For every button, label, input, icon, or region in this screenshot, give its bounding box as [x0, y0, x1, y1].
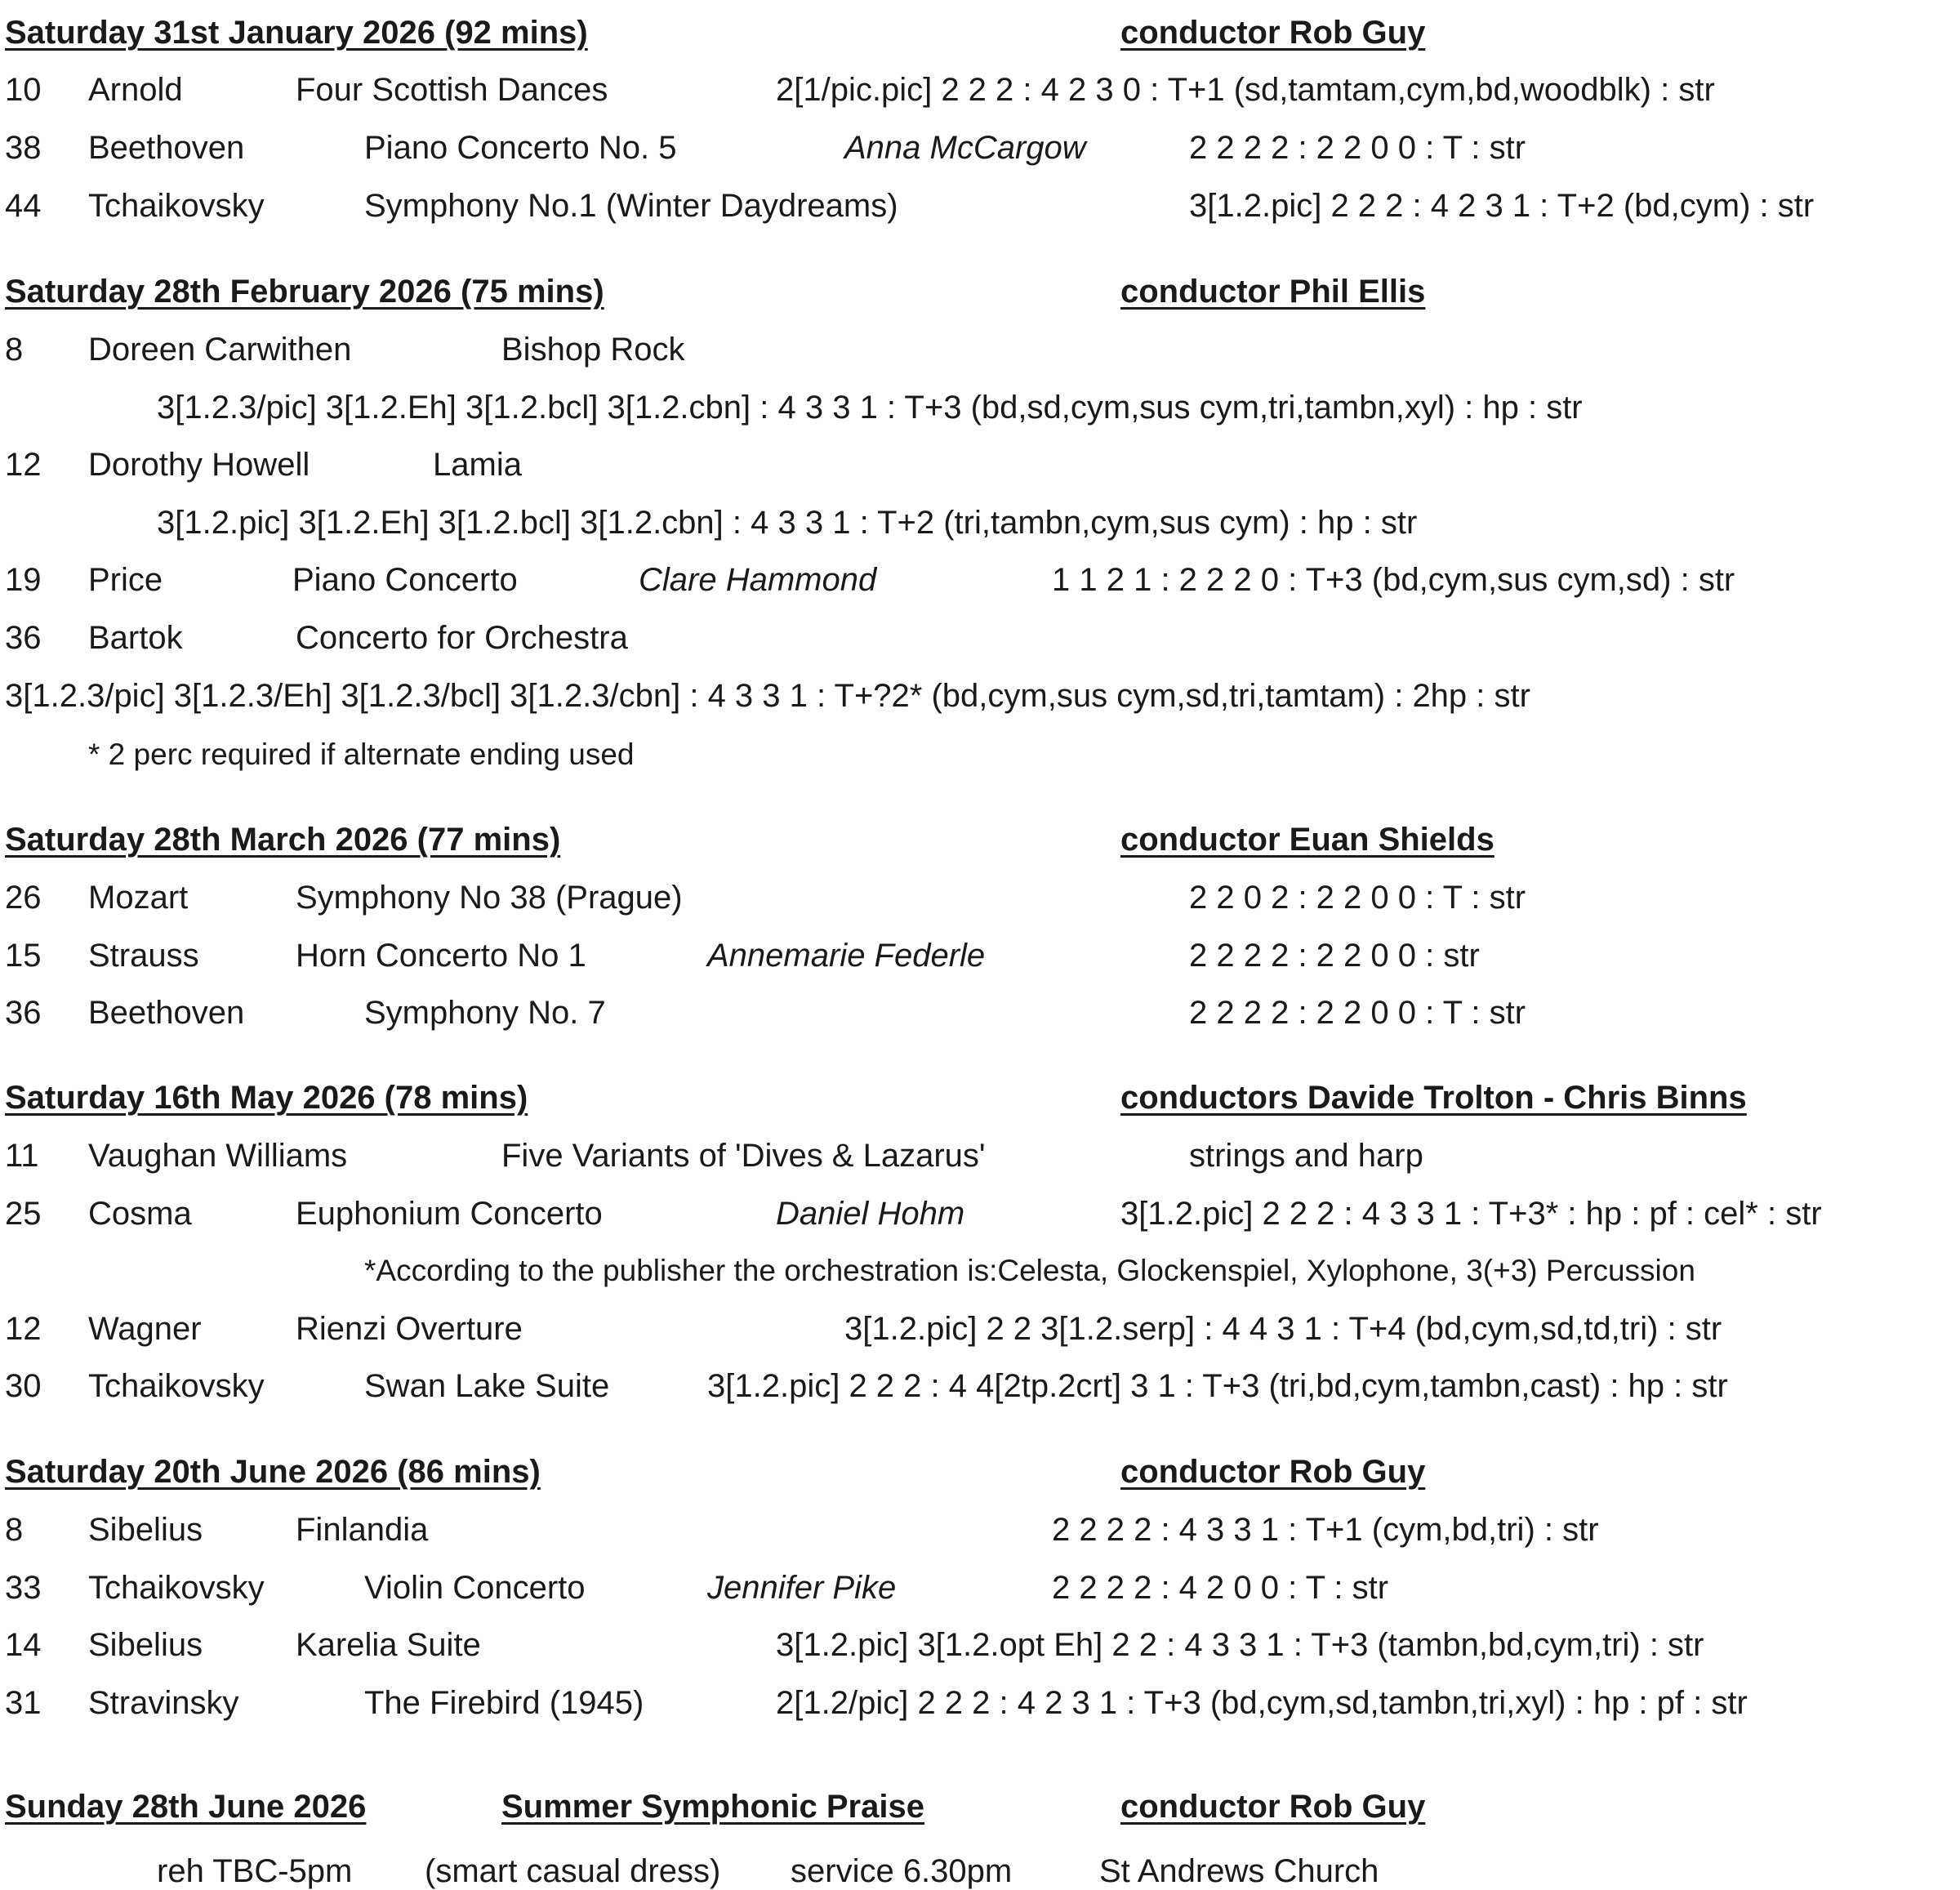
piece-composer: Tchaikovsky	[88, 188, 265, 224]
piece-duration: 19	[5, 562, 42, 598]
piece-duration: 30	[5, 1368, 42, 1404]
piece-duration: 14	[5, 1627, 42, 1663]
conductor-heading: conductor Euan Shields	[1120, 822, 1494, 858]
piece-orchestration: 3[1.2.pic] 3[1.2.Eh] 3[1.2.bcl] 3[1.2.cbn] : 4 3 3 1 : T+2 (tri,tambn,cym,sus cym) : hp : str	[157, 505, 1418, 541]
special-event-title: Summer Symphonic Praise	[501, 1789, 924, 1825]
conductor-heading: conductor Rob Guy	[1120, 1454, 1426, 1490]
piece-title: Five Variants of 'Dives & Lazarus'	[501, 1138, 986, 1174]
piece-title: Four Scottish Dances	[296, 72, 608, 108]
piece-duration: 12	[5, 1311, 42, 1347]
piece-orchestration: 2 2 2 2 : 4 2 0 0 : T : str	[1052, 1570, 1389, 1606]
piece-duration: 31	[5, 1685, 42, 1721]
piece-composer: Tchaikovsky	[88, 1368, 265, 1404]
piece-composer: Sibelius	[88, 1627, 203, 1663]
piece-composer: Beethoven	[88, 995, 245, 1031]
piece-composer: Tchaikovsky	[88, 1570, 265, 1606]
piece-title: Symphony No 38 (Prague)	[296, 880, 683, 916]
piece-duration: 8	[5, 1512, 24, 1548]
piece-footnote: * 2 perc required if alternate ending used	[88, 738, 635, 771]
concert-date-heading: Saturday 16th May 2026 (78 mins)	[5, 1080, 528, 1116]
piece-title: Horn Concerto No 1	[296, 938, 586, 974]
conductor-heading: conductor Phil Ellis	[1120, 274, 1426, 310]
piece-composer: Bartok	[88, 620, 183, 656]
piece-title: Finlandia	[296, 1512, 429, 1548]
piece-title: Violin Concerto	[364, 1570, 586, 1606]
piece-composer: Sibelius	[88, 1512, 203, 1548]
piece-soloist: Annemarie Federle	[707, 938, 986, 974]
piece-footnote: *According to the publisher the orchestration is:Celesta, Glockenspiel, Xylophone, 3(+3) Percussion	[364, 1254, 1695, 1287]
piece-duration: 44	[5, 188, 42, 224]
piece-title: Rienzi Overture	[296, 1311, 523, 1347]
piece-composer: Arnold	[88, 72, 183, 108]
service-time: service 6.30pm	[791, 1853, 1013, 1889]
piece-orchestration: 3[1.2.pic] 2 2 2 : 4 3 3 1 : T+3* : hp : pf : cel* : str	[1120, 1196, 1822, 1232]
piece-orchestration: 3[1.2.pic] 3[1.2.opt Eh] 2 2 : 4 3 3 1 : T+3 (tambn,bd,cym,tri) : str	[776, 1627, 1704, 1663]
piece-orchestration: 2 2 2 2 : 4 3 3 1 : T+1 (cym,bd,tri) : str	[1052, 1512, 1599, 1548]
piece-composer: Beethoven	[88, 130, 245, 166]
piece-duration: 36	[5, 620, 42, 656]
piece-composer: Cosma	[88, 1196, 192, 1232]
piece-duration: 36	[5, 995, 42, 1031]
piece-composer: Stravinsky	[88, 1685, 239, 1721]
piece-soloist: Daniel Hohm	[776, 1196, 965, 1232]
piece-duration: 12	[5, 447, 42, 483]
piece-composer: Doreen Carwithen	[88, 332, 352, 368]
piece-title: Lamia	[433, 447, 522, 483]
piece-title: Piano Concerto	[292, 562, 518, 598]
piece-title: Symphony No. 7	[364, 995, 606, 1031]
piece-duration: 33	[5, 1570, 42, 1606]
piece-title: Piano Concerto No. 5	[364, 130, 677, 166]
conductor-heading: conductors Davide Trolton - Chris Binns	[1120, 1080, 1747, 1116]
venue: St Andrews Church	[1099, 1853, 1379, 1889]
piece-orchestration: 2 2 2 2 : 2 2 0 0 : T : str	[1189, 130, 1526, 166]
piece-composer: Strauss	[88, 938, 199, 974]
conductor-heading: conductor Rob Guy	[1120, 15, 1426, 51]
dress-code: (smart casual dress)	[425, 1853, 721, 1889]
piece-orchestration: 1 1 2 1 : 2 2 2 0 : T+3 (bd,cym,sus cym,sd) : str	[1052, 562, 1735, 598]
piece-orchestration: 3[1.2.pic] 2 2 3[1.2.serp] : 4 4 3 1 : T+4 (bd,cym,sd,td,tri) : str	[844, 1311, 1722, 1347]
piece-orchestration: 3[1.2.pic] 2 2 2 : 4 2 3 1 : T+2 (bd,cym) : str	[1189, 188, 1815, 224]
piece-soloist: Clare Hammond	[639, 562, 877, 598]
piece-duration: 15	[5, 938, 42, 974]
piece-composer: Dorothy Howell	[88, 447, 310, 483]
piece-title: Swan Lake Suite	[364, 1368, 610, 1404]
piece-duration: 8	[5, 332, 24, 368]
piece-duration: 25	[5, 1196, 42, 1232]
concert-date-heading: Saturday 31st January 2026 (92 mins)	[5, 15, 588, 51]
piece-orchestration: 2 2 2 2 : 2 2 0 0 : str	[1189, 938, 1480, 974]
piece-composer: Mozart	[88, 880, 189, 916]
piece-orchestration: 3[1.2.pic] 2 2 2 : 4 4[2tp.2crt] 3 1 : T+3 (tri,bd,cym,tambn,cast) : hp : str	[707, 1368, 1728, 1404]
piece-soloist: Anna McCargow	[844, 130, 1086, 166]
piece-title: Karelia Suite	[296, 1627, 481, 1663]
piece-orchestration: 3[1.2.3/pic] 3[1.2.3/Eh] 3[1.2.3/bcl] 3[1.2.3/cbn] : 4 3 3 1 : T+?2* (bd,cym,sus cym,sd,tri,tamtam) : 2hp : str	[5, 678, 1530, 714]
piece-title: Concerto for Orchestra	[296, 620, 628, 656]
concert-date-heading: Saturday 20th June 2026 (86 mins)	[5, 1454, 541, 1490]
piece-title: Bishop Rock	[501, 332, 685, 368]
piece-title: Symphony No.1 (Winter Daydreams)	[364, 188, 898, 224]
piece-duration: 11	[5, 1138, 39, 1174]
conductor-heading: conductor Rob Guy	[1120, 1789, 1426, 1825]
piece-composer: Vaughan Williams	[88, 1138, 348, 1174]
piece-orchestration: 2[1.2/pic] 2 2 2 : 4 2 3 1 : T+3 (bd,cym,sd,tambn,tri,xyl) : hp : pf : str	[776, 1685, 1748, 1721]
piece-title: The Firebird (1945)	[364, 1685, 644, 1721]
piece-orchestration: strings and harp	[1189, 1138, 1423, 1174]
piece-orchestration: 2 2 2 2 : 2 2 0 0 : T : str	[1189, 995, 1526, 1031]
piece-composer: Price	[88, 562, 163, 598]
piece-duration: 38	[5, 130, 42, 166]
piece-duration: 10	[5, 72, 42, 108]
concert-date-heading: Saturday 28th March 2026 (77 mins)	[5, 822, 561, 858]
piece-orchestration: 2 2 0 2 : 2 2 0 0 : T : str	[1189, 880, 1526, 916]
concert-date-heading: Saturday 28th February 2026 (75 mins)	[5, 274, 604, 310]
piece-duration: 26	[5, 880, 42, 916]
piece-composer: Wagner	[88, 1311, 202, 1347]
piece-title: Euphonium Concerto	[296, 1196, 603, 1232]
piece-orchestration: 3[1.2.3/pic] 3[1.2.Eh] 3[1.2.bcl] 3[1.2.cbn] : 4 3 3 1 : T+3 (bd,sd,cym,sus cym,tri,tambn,xyl) : hp : str	[157, 390, 1583, 426]
piece-soloist: Jennifer Pike	[707, 1570, 897, 1606]
piece-orchestration: 2[1/pic.pic] 2 2 2 : 4 2 3 0 : T+1 (sd,tamtam,cym,bd,woodblk) : str	[776, 72, 1715, 108]
rehearsal-time: reh TBC-5pm	[157, 1853, 353, 1889]
special-event-date: Sunday 28th June 2026	[5, 1789, 367, 1825]
